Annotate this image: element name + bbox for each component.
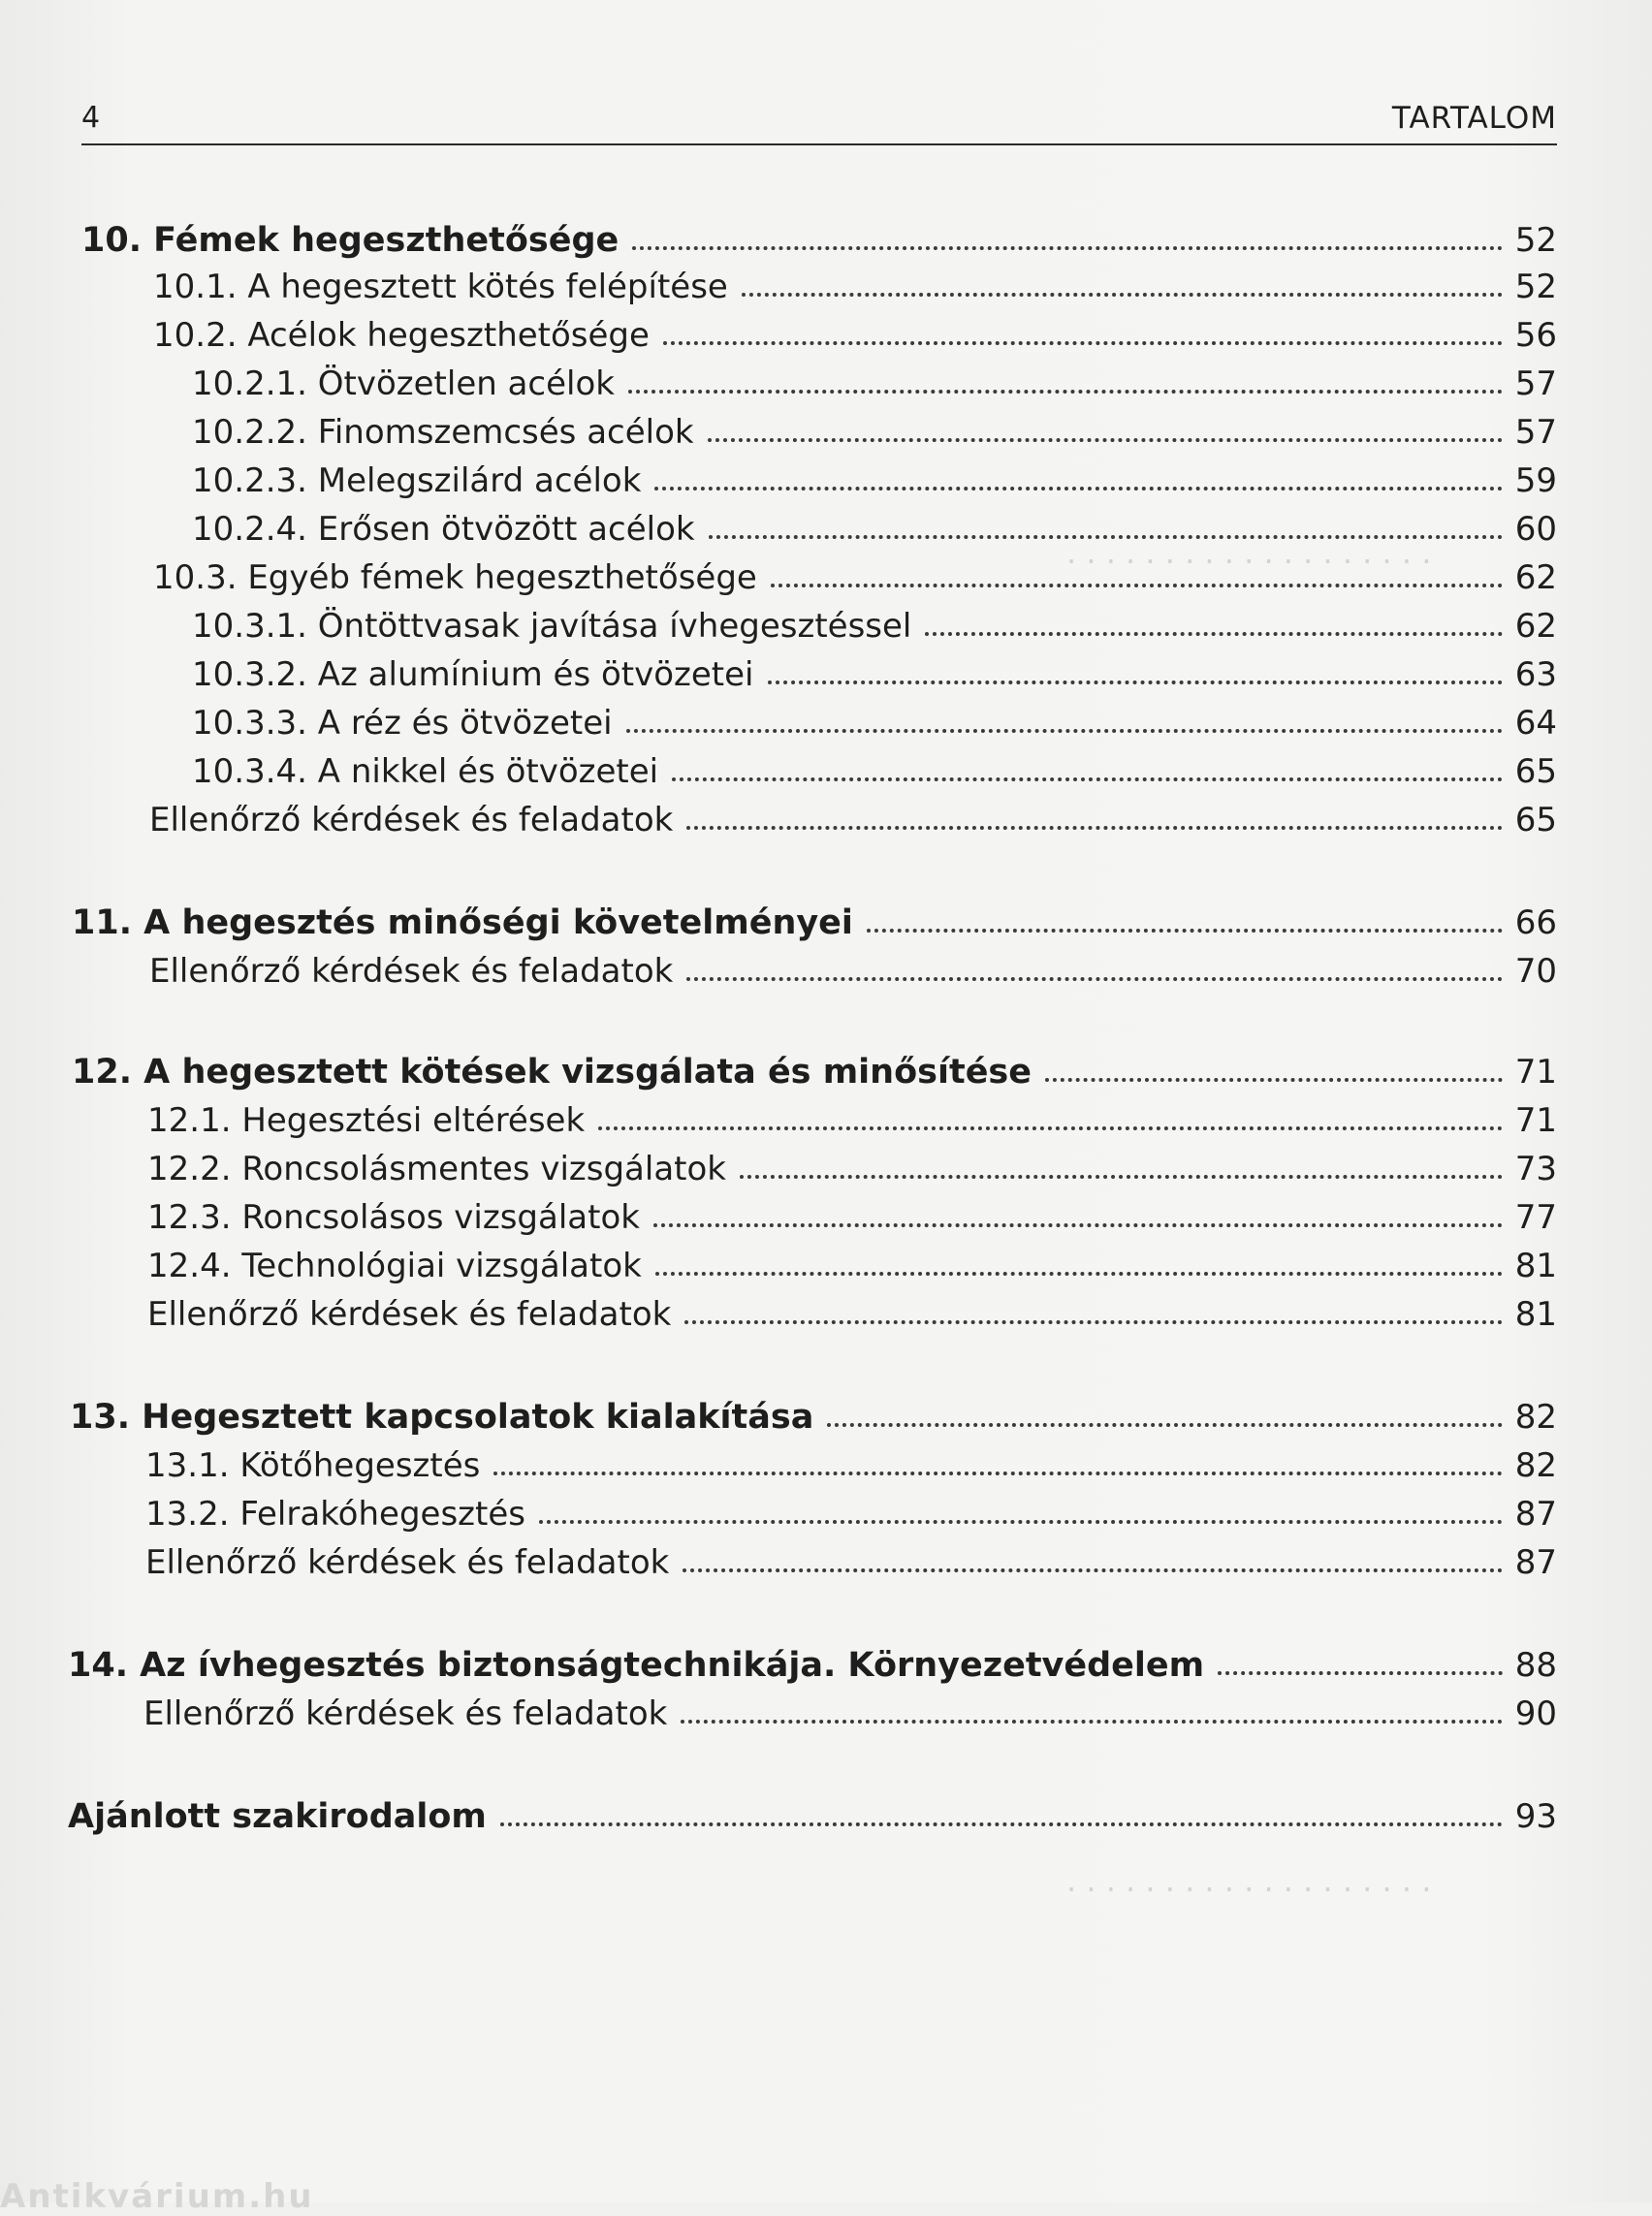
toc-entry-title: 10.2.2. Finomszemcsés acélok (192, 413, 694, 452)
toc-entry-title: 13. Hegesztett kapcsolatok kialakítása (70, 1398, 814, 1437)
toc-entry-page: 52 (1514, 268, 1557, 306)
dot-leader (681, 1720, 1503, 1724)
toc-entry-page: 88 (1514, 1646, 1557, 1685)
toc-entry-title: 10.2. Acélok hegeszthetősége (153, 316, 650, 355)
show-through-text: · · · · · · · · · · · · · · · · · · · (1066, 1871, 1432, 1908)
toc-entry-title: 12.3. Roncsolásos vizsgálatok (147, 1198, 640, 1237)
toc-entry-page: 70 (1514, 952, 1557, 991)
toc-entry[interactable] (143, 1693, 1557, 1735)
toc-entry[interactable] (192, 702, 1557, 744)
toc-entry[interactable] (70, 1396, 1557, 1439)
toc-entry[interactable] (192, 459, 1557, 502)
toc-entry-page: 93 (1514, 1797, 1557, 1836)
toc-entry[interactable] (192, 363, 1557, 405)
toc-entry[interactable] (192, 653, 1557, 696)
show-through-text: · · · · · · · · · · · · · · · · · · · (1066, 543, 1432, 580)
dot-leader (628, 390, 1503, 394)
toc-entry[interactable] (145, 1541, 1557, 1584)
toc-entry-page: 87 (1514, 1543, 1557, 1582)
toc-entry[interactable] (153, 556, 1557, 599)
toc-entry[interactable] (68, 1644, 1557, 1687)
toc-entry-page: 65 (1514, 801, 1557, 839)
toc-entry[interactable] (192, 508, 1557, 551)
toc-entry-title: 10.2.4. Erősen ötvözött acélok (192, 510, 695, 549)
toc-entry[interactable] (147, 1148, 1557, 1190)
toc-entry-page: 59 (1514, 461, 1557, 500)
toc-entry-title: 13.1. Kötőhegesztés (145, 1446, 481, 1485)
toc-entry[interactable] (147, 1196, 1557, 1239)
dot-leader (663, 341, 1503, 345)
toc-entry-title: 10.3.1. Öntöttvasak javítása ívhegesztéssel (192, 607, 912, 646)
dot-leader (867, 929, 1503, 933)
dot-leader (683, 1568, 1503, 1572)
dot-leader (684, 1320, 1503, 1324)
toc-entry[interactable] (147, 1099, 1557, 1142)
toc-entry-title: 10.2.1. Ötvözetlen acélok (192, 364, 615, 403)
toc-entry-title: 10.1. A hegesztett kötés felépítése (153, 268, 728, 306)
toc-entry-page: 82 (1514, 1398, 1557, 1437)
toc-entry-title: Ellenőrző kérdések és feladatok (149, 952, 674, 991)
toc-entry-title: 10.2.3. Melegszilárd acélok (192, 461, 642, 500)
toc-entry-title: 10. Fémek hegeszthetősége (81, 221, 620, 260)
toc-entry-title: 10.3.3. A réz és ötvözetei (192, 704, 613, 743)
toc-entry[interactable] (72, 902, 1557, 944)
toc-entry[interactable] (145, 1444, 1557, 1487)
toc-entry-page: 81 (1514, 1247, 1557, 1285)
toc-entry-title: 10.3. Egyéb fémek hegeszthetősége (153, 558, 757, 597)
toc-entry[interactable] (145, 1493, 1557, 1535)
toc-entry-title: Ajánlott szakirodalom (68, 1797, 487, 1836)
toc-entry[interactable] (147, 1245, 1557, 1287)
toc-entry[interactable] (147, 1293, 1557, 1336)
page-number: 4 (81, 101, 101, 135)
toc-entry-page: 62 (1514, 558, 1557, 597)
toc-entry-title: Ellenőrző kérdések és feladatok (143, 1694, 668, 1733)
toc-entry-title: 10.3.2. Az alumínium és ötvözetei (192, 655, 754, 694)
toc-entry-page: 90 (1514, 1694, 1557, 1733)
toc-entry-page: 57 (1514, 413, 1557, 452)
toc-entry-title: 12.2. Roncsolásmentes vizsgálatok (147, 1150, 726, 1188)
toc-entry[interactable] (192, 750, 1557, 793)
watermark: Antikvárium.hu (0, 2177, 314, 2216)
toc-entry-page: 87 (1514, 1495, 1557, 1534)
toc-entry-title: Ellenőrző kérdések és feladatok (147, 1295, 672, 1334)
dot-leader (768, 681, 1504, 684)
dot-leader (632, 246, 1503, 250)
toc-entry-page: 65 (1514, 752, 1557, 791)
dot-leader (686, 826, 1503, 830)
toc-entry[interactable] (72, 1051, 1557, 1093)
toc-entry-title: 13.2. Felrakóhegesztés (145, 1495, 525, 1534)
toc-entry-page: 66 (1514, 903, 1557, 942)
running-title: TARTALOM (1391, 101, 1557, 136)
toc-entry[interactable] (192, 411, 1557, 454)
dot-leader (827, 1423, 1503, 1427)
page-header (81, 97, 1557, 145)
toc-entry[interactable] (192, 605, 1557, 648)
toc-entry-title: 11. A hegesztés minőségi követelményei (72, 903, 853, 942)
dot-leader (598, 1126, 1503, 1130)
toc-entry-page: 52 (1514, 221, 1557, 260)
dot-leader (925, 632, 1503, 636)
dot-leader (1045, 1078, 1503, 1082)
dot-leader (493, 1472, 1503, 1475)
dot-leader (653, 1223, 1503, 1227)
dot-leader (686, 977, 1503, 981)
toc-entry-page: 73 (1514, 1150, 1557, 1188)
dot-leader (740, 1175, 1503, 1179)
toc-entry-title: Ellenőrző kérdések és feladatok (145, 1543, 670, 1582)
toc-entry-title: Ellenőrző kérdések és feladatok (149, 801, 674, 839)
toc-entry-page: 57 (1514, 364, 1557, 403)
toc-entry[interactable] (149, 799, 1557, 841)
dot-leader (1218, 1671, 1503, 1675)
toc-entry-page: 81 (1514, 1295, 1557, 1334)
toc-entry[interactable] (149, 950, 1557, 993)
toc-entry-page: 77 (1514, 1198, 1557, 1237)
dot-leader (655, 1272, 1503, 1276)
toc-entry-title: 10.3.4. A nikkel és ötvözetei (192, 752, 659, 791)
toc-entry-page: 82 (1514, 1446, 1557, 1485)
toc-entry[interactable] (81, 219, 1557, 262)
dot-leader (539, 1520, 1503, 1524)
toc-entry-page: 56 (1514, 316, 1557, 355)
toc-entry-page: 63 (1514, 655, 1557, 694)
dot-leader (771, 584, 1503, 587)
dot-leader (708, 438, 1503, 442)
dot-leader (626, 729, 1503, 733)
toc-entry-title: 12.1. Hegesztési eltérések (147, 1101, 586, 1140)
toc-entry-page: 71 (1514, 1101, 1557, 1140)
toc-entry-title: 14. Az ívhegesztés biztonságtechnikája. Környezetvédelem (68, 1646, 1205, 1685)
dot-leader (672, 777, 1503, 781)
dot-leader (500, 1822, 1503, 1826)
toc-entry-page: 62 (1514, 607, 1557, 646)
toc-entry-page: 71 (1514, 1053, 1557, 1092)
toc-entry[interactable] (153, 266, 1557, 308)
toc-entry[interactable] (153, 314, 1557, 357)
toc-entry-page: 64 (1514, 704, 1557, 743)
toc-entry-title: 12.4. Technológiai vizsgálatok (147, 1247, 642, 1285)
dot-leader (742, 293, 1503, 297)
dot-leader (654, 487, 1503, 491)
dot-leader (709, 535, 1503, 539)
toc-entry-title: 12. A hegesztett kötések vizsgálata és minősítése (72, 1053, 1032, 1092)
toc-entry-page: 60 (1514, 510, 1557, 549)
toc-entry[interactable] (68, 1795, 1557, 1838)
